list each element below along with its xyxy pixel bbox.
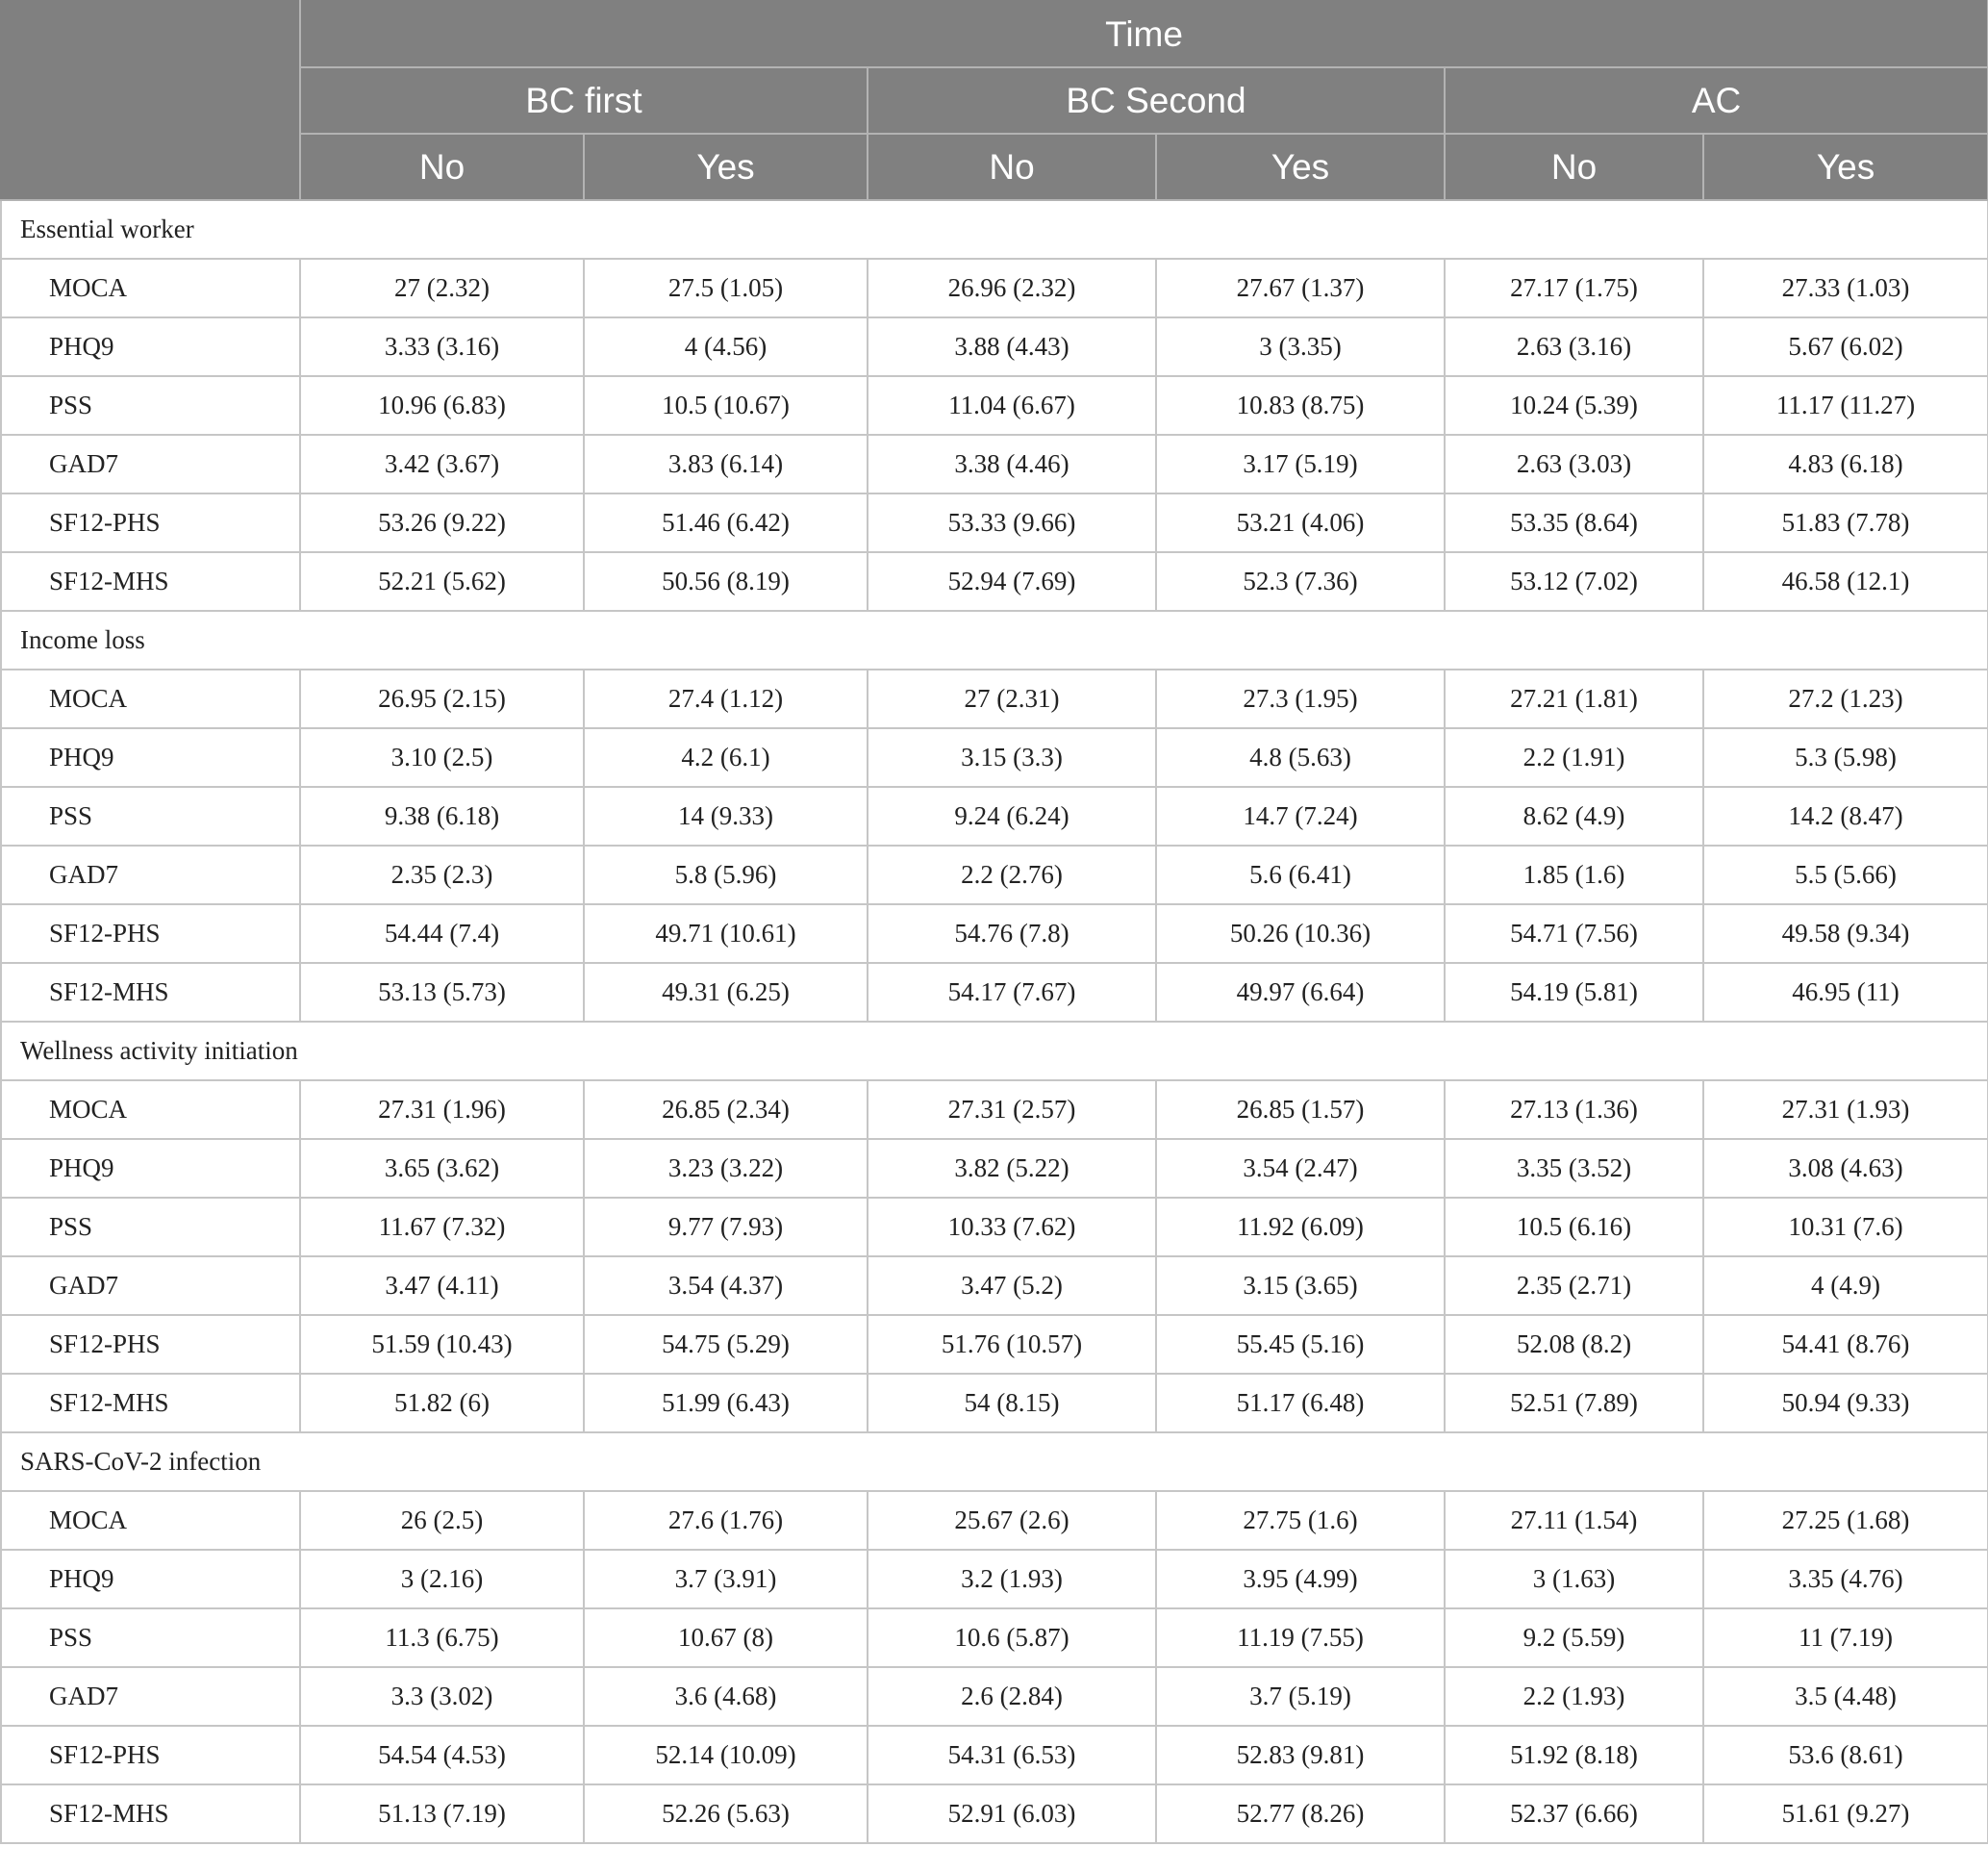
table-row	[1, 435, 1988, 493]
row-label: SF12-PHS	[1, 1726, 300, 1784]
table-cell: 3.35 (4.76)	[1703, 1550, 1988, 1608]
table-cell: 53.26 (9.22)	[300, 493, 584, 552]
table-cell: 52.51 (7.89)	[1445, 1374, 1703, 1432]
group-header-row	[1, 200, 1988, 259]
table-cell: 3 (3.35)	[1156, 317, 1445, 376]
header-no: No	[868, 134, 1156, 200]
table-cell: 52.26 (5.63)	[584, 1784, 868, 1843]
table-cell: 3.5 (4.48)	[1703, 1667, 1988, 1726]
header-no: No	[300, 134, 584, 200]
table-cell: 5.67 (6.02)	[1703, 317, 1988, 376]
table-cell: 4.83 (6.18)	[1703, 435, 1988, 493]
group-header-row	[1, 611, 1988, 670]
table-cell: 51.13 (7.19)	[300, 1784, 584, 1843]
table-cell: 2.6 (2.84)	[868, 1667, 1156, 1726]
table-cell: 54.76 (7.8)	[868, 904, 1156, 963]
table-row	[1, 1256, 1988, 1315]
row-label: SF12-MHS	[1, 1374, 300, 1432]
row-label: PHQ9	[1, 1550, 300, 1608]
table-cell: 51.61 (9.27)	[1703, 1784, 1988, 1843]
header-no: No	[1445, 134, 1703, 200]
table-cell: 3.08 (4.63)	[1703, 1139, 1988, 1198]
table-cell: 10.5 (10.67)	[584, 376, 868, 435]
row-label: PSS	[1, 1198, 300, 1256]
row-label: SF12-PHS	[1, 904, 300, 963]
table-cell: 3.6 (4.68)	[584, 1667, 868, 1726]
table-cell: 27.25 (1.68)	[1703, 1491, 1988, 1550]
table-cell: 52.94 (7.69)	[868, 552, 1156, 611]
table-cell: 10.67 (8)	[584, 1608, 868, 1667]
table-cell: 10.83 (8.75)	[1156, 376, 1445, 435]
table-cell: 54.71 (7.56)	[1445, 904, 1703, 963]
row-label: SF12-MHS	[1, 1784, 300, 1843]
table-cell: 11 (7.19)	[1703, 1608, 1988, 1667]
table-cell: 54.75 (5.29)	[584, 1315, 868, 1374]
table-cell: 11.04 (6.67)	[868, 376, 1156, 435]
table-cell: 3 (1.63)	[1445, 1550, 1703, 1608]
table-cell: 54.41 (8.76)	[1703, 1315, 1988, 1374]
table-cell: 51.83 (7.78)	[1703, 493, 1988, 552]
table-header	[1, 1, 1988, 200]
table-cell: 11.92 (6.09)	[1156, 1198, 1445, 1256]
row-label: MOCA	[1, 1491, 300, 1550]
table-row	[1, 1198, 1988, 1256]
table-cell: 51.82 (6)	[300, 1374, 584, 1432]
table-row	[1, 1491, 1988, 1550]
table-cell: 2.2 (1.93)	[1445, 1667, 1703, 1726]
table-cell: 11.67 (7.32)	[300, 1198, 584, 1256]
table-cell: 27 (2.32)	[300, 259, 584, 317]
header-yes: Yes	[1703, 134, 1988, 200]
table-cell: 54.54 (4.53)	[300, 1726, 584, 1784]
table-cell: 5.6 (6.41)	[1156, 846, 1445, 904]
table-cell: 9.38 (6.18)	[300, 787, 584, 846]
table-cell: 10.33 (7.62)	[868, 1198, 1156, 1256]
table-cell: 53.6 (8.61)	[1703, 1726, 1988, 1784]
table-cell: 54.17 (7.67)	[868, 963, 1156, 1022]
table-row	[1, 376, 1988, 435]
row-label: GAD7	[1, 1256, 300, 1315]
table-cell: 26.95 (2.15)	[300, 670, 584, 728]
group-title: SARS-CoV-2 infection	[1, 1432, 1988, 1491]
table-cell: 3.47 (4.11)	[300, 1256, 584, 1315]
table-cell: 51.76 (10.57)	[868, 1315, 1156, 1374]
table-cell: 54.31 (6.53)	[868, 1726, 1156, 1784]
table-cell: 3.82 (5.22)	[868, 1139, 1156, 1198]
table-cell: 54.44 (7.4)	[300, 904, 584, 963]
row-label: GAD7	[1, 435, 300, 493]
table-cell: 53.33 (9.66)	[868, 493, 1156, 552]
table-cell: 53.21 (4.06)	[1156, 493, 1445, 552]
group-title: Essential worker	[1, 200, 1988, 259]
table-cell: 2.2 (1.91)	[1445, 728, 1703, 787]
table-cell: 55.45 (5.16)	[1156, 1315, 1445, 1374]
table-cell: 3.47 (5.2)	[868, 1256, 1156, 1315]
table-cell: 27 (2.31)	[868, 670, 1156, 728]
header-timepoint-bc-second: BC Second	[868, 67, 1445, 134]
table-cell: 50.94 (9.33)	[1703, 1374, 1988, 1432]
table-cell: 8.62 (4.9)	[1445, 787, 1703, 846]
table-cell: 53.13 (5.73)	[300, 963, 584, 1022]
table-cell: 3.38 (4.46)	[868, 435, 1156, 493]
table-cell: 3.23 (3.22)	[584, 1139, 868, 1198]
table-cell: 51.59 (10.43)	[300, 1315, 584, 1374]
table-row	[1, 1550, 1988, 1608]
table-cell: 3.42 (3.67)	[300, 435, 584, 493]
table-cell: 5.8 (5.96)	[584, 846, 868, 904]
table-cell: 3.7 (5.19)	[1156, 1667, 1445, 1726]
table-cell: 10.24 (5.39)	[1445, 376, 1703, 435]
table-cell: 9.77 (7.93)	[584, 1198, 868, 1256]
table-cell: 9.24 (6.24)	[868, 787, 1156, 846]
table-cell: 53.12 (7.02)	[1445, 552, 1703, 611]
table-cell: 3.15 (3.65)	[1156, 1256, 1445, 1315]
table-cell: 25.67 (2.6)	[868, 1491, 1156, 1550]
table-cell: 14 (9.33)	[584, 787, 868, 846]
table-cell: 11.19 (7.55)	[1156, 1608, 1445, 1667]
table-row	[1, 1608, 1988, 1667]
header-row-time	[1, 1, 1988, 67]
table-row	[1, 317, 1988, 376]
group-header-row	[1, 1022, 1988, 1080]
table-cell: 5.3 (5.98)	[1703, 728, 1988, 787]
table-row	[1, 259, 1988, 317]
table-cell: 3.54 (2.47)	[1156, 1139, 1445, 1198]
table-cell: 2.63 (3.03)	[1445, 435, 1703, 493]
table-cell: 52.14 (10.09)	[584, 1726, 868, 1784]
table-cell: 27.33 (1.03)	[1703, 259, 1988, 317]
table-row	[1, 1726, 1988, 1784]
table-cell: 27.31 (1.93)	[1703, 1080, 1988, 1139]
table-cell: 52.3 (7.36)	[1156, 552, 1445, 611]
table-cell: 2.2 (2.76)	[868, 846, 1156, 904]
table-cell: 51.46 (6.42)	[584, 493, 868, 552]
table-cell: 27.31 (2.57)	[868, 1080, 1156, 1139]
table-cell: 10.31 (7.6)	[1703, 1198, 1988, 1256]
table-cell: 26 (2.5)	[300, 1491, 584, 1550]
table-cell: 49.71 (10.61)	[584, 904, 868, 963]
table-cell: 54 (8.15)	[868, 1374, 1156, 1432]
table-row	[1, 552, 1988, 611]
table-cell: 50.56 (8.19)	[584, 552, 868, 611]
table-cell: 52.83 (9.81)	[1156, 1726, 1445, 1784]
header-yes: Yes	[584, 134, 868, 200]
table-cell: 27.67 (1.37)	[1156, 259, 1445, 317]
table-cell: 26.85 (1.57)	[1156, 1080, 1445, 1139]
table-row	[1, 846, 1988, 904]
row-label: GAD7	[1, 846, 300, 904]
table-cell: 3 (2.16)	[300, 1550, 584, 1608]
table-cell: 4 (4.9)	[1703, 1256, 1988, 1315]
table-cell: 4 (4.56)	[584, 317, 868, 376]
table-cell: 27.6 (1.76)	[584, 1491, 868, 1550]
table-cell: 54.19 (5.81)	[1445, 963, 1703, 1022]
table-cell: 3.17 (5.19)	[1156, 435, 1445, 493]
table-row	[1, 493, 1988, 552]
table-cell: 49.31 (6.25)	[584, 963, 868, 1022]
table-cell: 27.2 (1.23)	[1703, 670, 1988, 728]
row-label: PHQ9	[1, 1139, 300, 1198]
table-cell: 3.15 (3.3)	[868, 728, 1156, 787]
table-cell: 3.2 (1.93)	[868, 1550, 1156, 1608]
table-row	[1, 1315, 1988, 1374]
table-cell: 52.37 (6.66)	[1445, 1784, 1703, 1843]
table-cell: 49.97 (6.64)	[1156, 963, 1445, 1022]
table-cell: 3.65 (3.62)	[300, 1139, 584, 1198]
table-cell: 27.75 (1.6)	[1156, 1491, 1445, 1550]
table-row	[1, 670, 1988, 728]
table-cell: 2.35 (2.71)	[1445, 1256, 1703, 1315]
row-label: MOCA	[1, 259, 300, 317]
table-cell: 26.85 (2.34)	[584, 1080, 868, 1139]
table-cell: 27.31 (1.96)	[300, 1080, 584, 1139]
table-row	[1, 904, 1988, 963]
table-cell: 52.77 (8.26)	[1156, 1784, 1445, 1843]
table-cell: 5.5 (5.66)	[1703, 846, 1988, 904]
table-cell: 53.35 (8.64)	[1445, 493, 1703, 552]
table-cell: 51.17 (6.48)	[1156, 1374, 1445, 1432]
table-cell: 4.2 (6.1)	[584, 728, 868, 787]
row-label: GAD7	[1, 1667, 300, 1726]
table-cell: 3.83 (6.14)	[584, 435, 868, 493]
row-label: SF12-MHS	[1, 552, 300, 611]
row-label: PHQ9	[1, 317, 300, 376]
table-cell: 10.6 (5.87)	[868, 1608, 1156, 1667]
table-cell: 3.95 (4.99)	[1156, 1550, 1445, 1608]
table-cell: 11.17 (11.27)	[1703, 376, 1988, 435]
table-cell: 52.21 (5.62)	[300, 552, 584, 611]
table-cell: 50.26 (10.36)	[1156, 904, 1445, 963]
table-cell: 51.92 (8.18)	[1445, 1726, 1703, 1784]
table-cell: 11.3 (6.75)	[300, 1608, 584, 1667]
table-cell: 27.21 (1.81)	[1445, 670, 1703, 728]
row-label: SF12-MHS	[1, 963, 300, 1022]
group-title: Wellness activity initiation	[1, 1022, 1988, 1080]
row-label: PHQ9	[1, 728, 300, 787]
row-label: MOCA	[1, 670, 300, 728]
row-label: PSS	[1, 376, 300, 435]
table-row	[1, 787, 1988, 846]
table-cell: 3.10 (2.5)	[300, 728, 584, 787]
table-cell: 10.5 (6.16)	[1445, 1198, 1703, 1256]
header-yes: Yes	[1156, 134, 1445, 200]
table-cell: 26.96 (2.32)	[868, 259, 1156, 317]
row-label: SF12-PHS	[1, 493, 300, 552]
table-body	[1, 200, 1988, 1843]
table-row	[1, 1374, 1988, 1432]
table-cell: 2.63 (3.16)	[1445, 317, 1703, 376]
table-cell: 3.35 (3.52)	[1445, 1139, 1703, 1198]
row-label: SF12-PHS	[1, 1315, 300, 1374]
table-cell: 27.17 (1.75)	[1445, 259, 1703, 317]
table-cell: 14.2 (8.47)	[1703, 787, 1988, 846]
row-label: PSS	[1, 787, 300, 846]
header-timepoint-bc-first: BC first	[300, 67, 868, 134]
table-row	[1, 1139, 1988, 1198]
table-cell: 49.58 (9.34)	[1703, 904, 1988, 963]
table-cell: 1.85 (1.6)	[1445, 846, 1703, 904]
table-cell: 3.88 (4.43)	[868, 317, 1156, 376]
table-cell: 52.08 (8.2)	[1445, 1315, 1703, 1374]
header-time: Time	[300, 1, 1988, 67]
header-timepoint-ac: AC	[1445, 67, 1988, 134]
table-cell: 27.3 (1.95)	[1156, 670, 1445, 728]
table-row	[1, 728, 1988, 787]
table-cell: 14.7 (7.24)	[1156, 787, 1445, 846]
table-cell: 27.5 (1.05)	[584, 259, 868, 317]
group-title: Income loss	[1, 611, 1988, 670]
table-cell: 52.91 (6.03)	[868, 1784, 1156, 1843]
table-cell: 3.7 (3.91)	[584, 1550, 868, 1608]
table-cell: 9.2 (5.59)	[1445, 1608, 1703, 1667]
table-cell: 3.3 (3.02)	[300, 1667, 584, 1726]
table-cell: 2.35 (2.3)	[300, 846, 584, 904]
table-row	[1, 1667, 1988, 1726]
table-cell: 4.8 (5.63)	[1156, 728, 1445, 787]
group-header-row	[1, 1432, 1988, 1491]
table-cell: 10.96 (6.83)	[300, 376, 584, 435]
table-cell: 27.11 (1.54)	[1445, 1491, 1703, 1550]
table-row	[1, 1784, 1988, 1843]
table-row	[1, 963, 1988, 1022]
header-corner-cell	[1, 1, 300, 200]
row-label: PSS	[1, 1608, 300, 1667]
table-cell: 3.33 (3.16)	[300, 317, 584, 376]
table-cell: 27.4 (1.12)	[584, 670, 868, 728]
table-cell: 3.54 (4.37)	[584, 1256, 868, 1315]
table-cell: 46.95 (11)	[1703, 963, 1988, 1022]
table-cell: 46.58 (12.1)	[1703, 552, 1988, 611]
row-label: MOCA	[1, 1080, 300, 1139]
table-row	[1, 1080, 1988, 1139]
table-cell: 51.99 (6.43)	[584, 1374, 868, 1432]
table-cell: 27.13 (1.36)	[1445, 1080, 1703, 1139]
